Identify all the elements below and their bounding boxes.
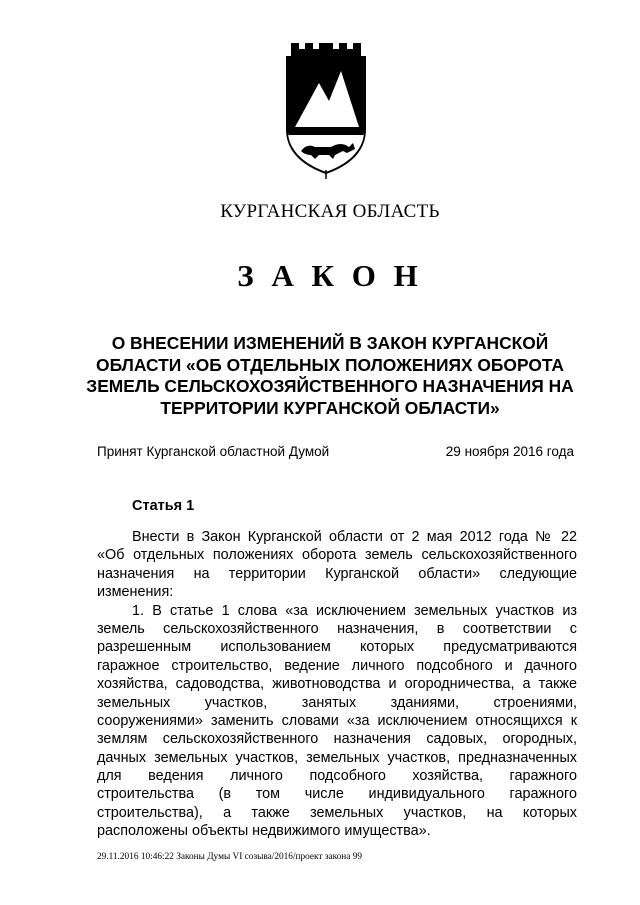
body-line: землям сельскохозяйственного назначения садовых, огородных, <box>97 731 577 748</box>
law-title-line: ТЕРРИТОРИИ КУРГАНСКОЙ ОБЛАСТИ» <box>160 397 500 418</box>
law-title <box>80 333 580 419</box>
adopted-by-text: Принят Курганской областной Думой <box>97 444 330 459</box>
body-line: назначения на территории Курганской области» следующие <box>97 565 577 582</box>
article-heading: Статья 1 <box>132 498 195 514</box>
body-line: дачных земельных участков, земельных участков, предназначенных <box>97 749 577 766</box>
body-line: «Об отдельных положениях оборота земель сельскохозяйственного <box>97 547 577 564</box>
document-footer: 29.11.2016 10:46:22 Законы Думы VI созыва/2016/проект закона 99 <box>97 852 363 862</box>
body-line: разрешенным использованием которых предусматриваются <box>97 639 577 656</box>
region-heading: КУРГАНСКАЯ ОБЛАСТЬ <box>220 201 440 222</box>
body-line: строительства (в том числе индивидуального гаражного <box>97 786 577 803</box>
body-line: сооружениями» заменить словами «за исключением относящихся к <box>97 712 577 729</box>
body-line: для ведения личного подсобного хозяйства, гаражного <box>97 768 577 785</box>
body-line: 1. В статье 1 слова «за исключением земельных участков из <box>132 602 577 619</box>
body-line: расположены объекты недвижимого имущества». <box>97 823 431 840</box>
law-title-line: О ВНЕСЕНИИ ИЗМЕНЕНИЙ В ЗАКОН КУРГАНСКОЙ <box>111 333 549 353</box>
body-line: земельных участков, занятых зданиями, строениями, <box>97 694 577 711</box>
article-body <box>97 528 577 841</box>
document-type-heading: З А К О Н <box>237 258 423 293</box>
body-line: Внести в Закон Курганской области от 2 мая 2012 года № 22 <box>132 529 577 545</box>
law-title-line: ОБЛАСТИ «ОБ ОТДЕЛЬНЫХ ПОЛОЖЕНИЯХ ОБОРОТА <box>96 354 564 375</box>
body-line: изменения: <box>97 584 174 601</box>
body-line: гаражное строительство, ведение личного подсобного и дачного <box>97 657 577 674</box>
body-line: строительства), а также земельных участков, на которых <box>97 804 577 821</box>
body-line: земель сельскохозяйственного назначения, в соответствии с <box>97 620 577 637</box>
law-title-line: ЗЕМЕЛЬ СЕЛЬСКОХОЗЯЙСТВЕННОГО НАЗНАЧЕНИЯ НА <box>86 376 574 396</box>
body-line: хозяйства, садоводства, животноводства и огородничества, а также <box>97 676 577 693</box>
adopted-date: 29 ноября 2016 года <box>445 444 574 459</box>
coat-of-arms-icon <box>283 43 369 179</box>
